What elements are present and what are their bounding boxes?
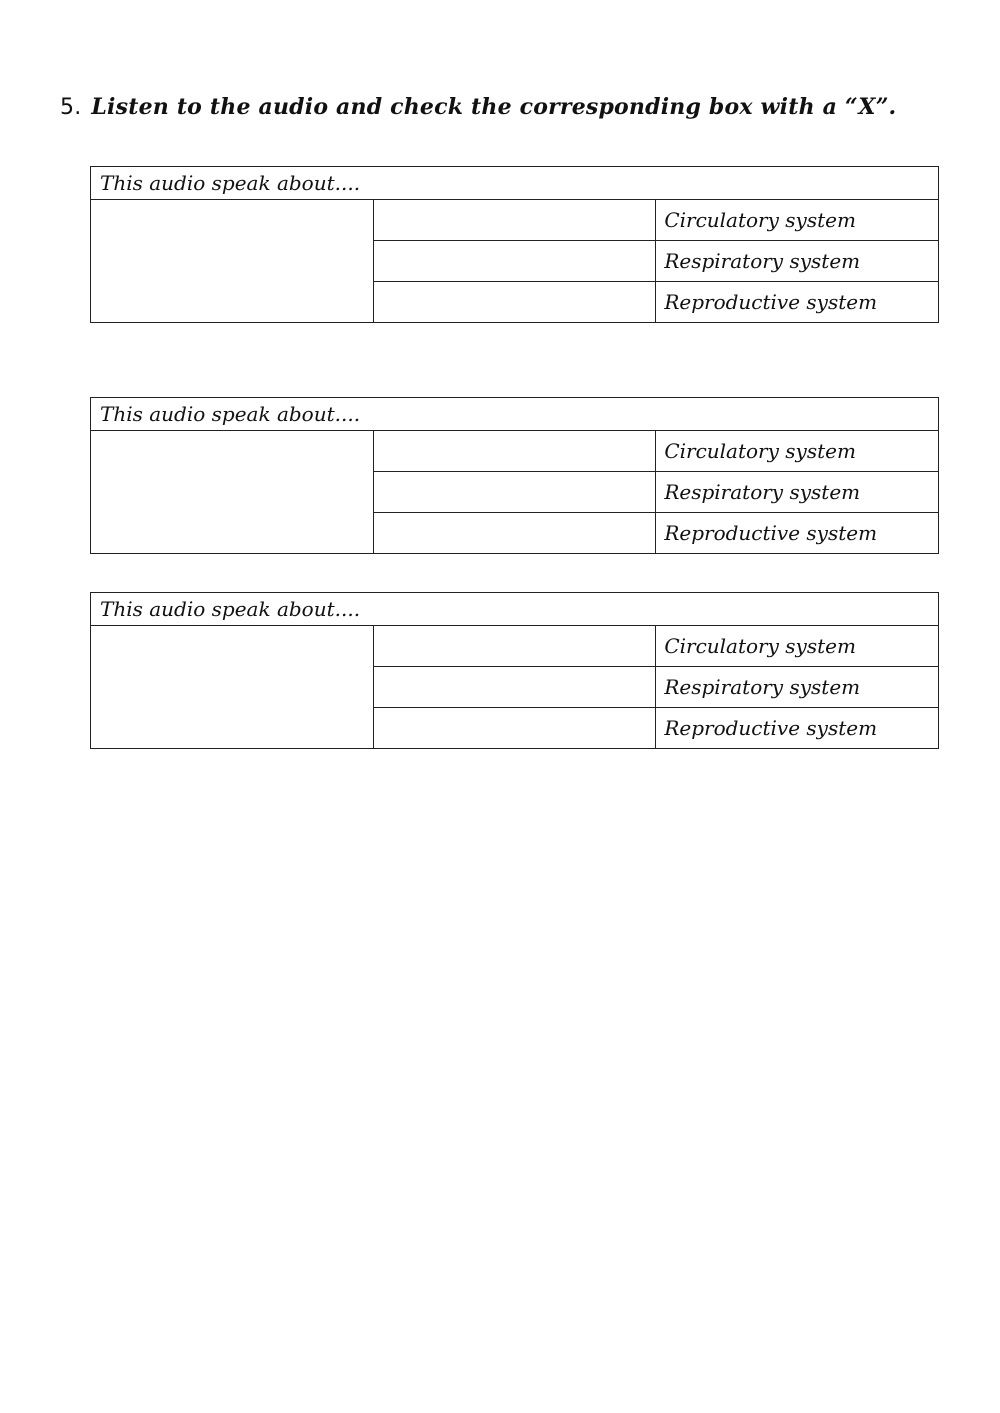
checkbox-reproductive[interactable] [373, 282, 656, 323]
answer-area[interactable] [91, 626, 374, 749]
checkbox-circulatory[interactable] [373, 200, 656, 241]
option-label-respiratory: Respiratory system [656, 241, 939, 282]
table-header: This audio speak about.... [91, 167, 939, 200]
option-label-reproductive: Reproductive system [656, 513, 939, 554]
question-heading [60, 94, 960, 120]
checkbox-respiratory[interactable] [373, 241, 656, 282]
table-header: This audio speak about.... [91, 593, 939, 626]
option-label-respiratory: Respiratory system [656, 667, 939, 708]
answer-table-3 [90, 592, 939, 749]
question-number: 5. [60, 95, 82, 120]
option-label-circulatory: Circulatory system [656, 626, 939, 667]
option-label-reproductive: Reproductive system [656, 282, 939, 323]
answer-table-2 [90, 397, 939, 554]
option-label-reproductive: Reproductive system [656, 708, 939, 749]
checkbox-reproductive[interactable] [373, 708, 656, 749]
answer-area[interactable] [91, 431, 374, 554]
checkbox-reproductive[interactable] [373, 513, 656, 554]
checkbox-circulatory[interactable] [373, 431, 656, 472]
option-label-circulatory: Circulatory system [656, 431, 939, 472]
answer-area[interactable] [91, 200, 374, 323]
checkbox-respiratory[interactable] [373, 667, 656, 708]
checkbox-circulatory[interactable] [373, 626, 656, 667]
option-label-respiratory: Respiratory system [656, 472, 939, 513]
checkbox-respiratory[interactable] [373, 472, 656, 513]
table-header: This audio speak about.... [91, 398, 939, 431]
question-text: Listen to the audio and check the corresponding box with a “X”. [91, 94, 897, 120]
option-label-circulatory: Circulatory system [656, 200, 939, 241]
answer-table-1 [90, 166, 939, 323]
